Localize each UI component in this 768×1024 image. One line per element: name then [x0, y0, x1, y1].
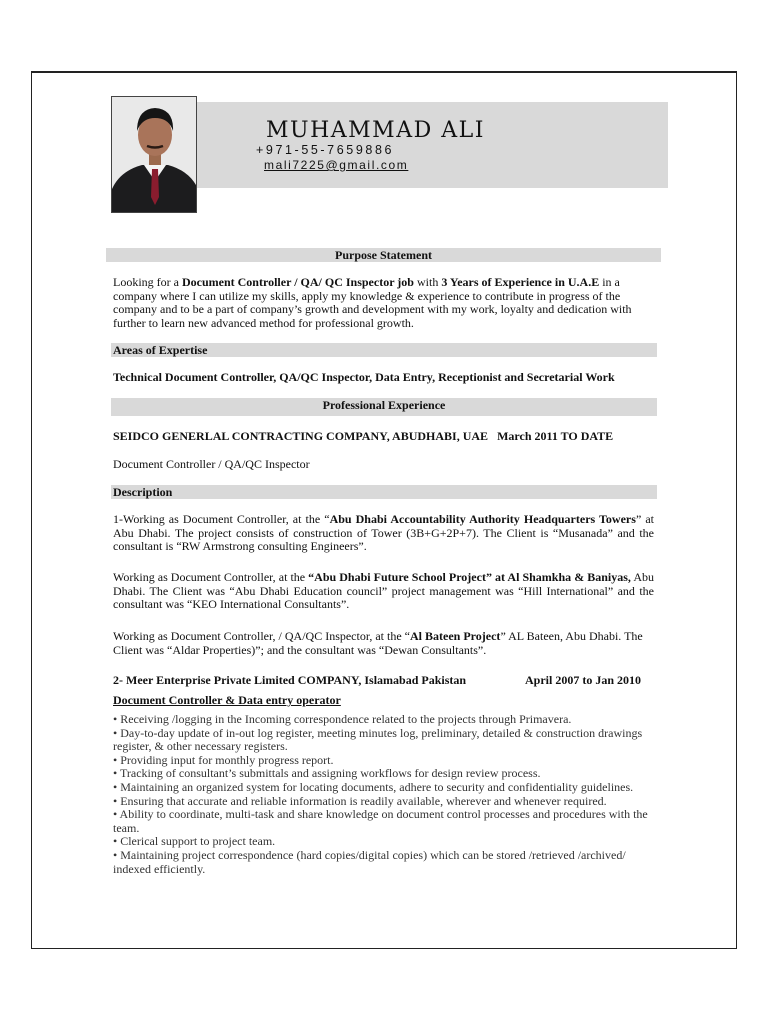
job2-dates: April 2007 to Jan 2010	[525, 673, 642, 687]
list-item: • Providing input for monthly progress report.	[113, 752, 334, 767]
job2-title: Document Controller & Data entry operator	[113, 693, 341, 707]
list-item: • Ability to coordinate, multi-task and share knowledge on document control processes and procedures with the team.	[113, 807, 648, 835]
list-item: • Maintaining project correspondence (hard copies/digital copies) which can be stored /retrieved /archived/ indexed efficiently.	[113, 847, 626, 876]
purpose-heading: Purpose Statement	[106, 248, 661, 262]
job1-project-3: Working as Document Controller, / QA/QC Inspector, at the “Al Bateen Project” AL Bateen, Abu Dhabi. The Client was “Aldar Properties)”; and the consultant was “Dewan Consultants”.	[113, 629, 643, 657]
experience-heading: Professional Experience	[111, 398, 657, 416]
description-heading: Description	[111, 485, 657, 499]
phone-number: +971-55-7659886	[256, 143, 395, 157]
list-item: • Ensuring that accurate and reliable information is readily available, wherever and whenever required.	[113, 793, 607, 808]
job1-project-1: 1-Working as Document Controller, at the “Abu Dhabi Accountability Authority Headquarters Towers” at Abu Dhabi. The project consists of construction of Tower (3B+G+2P+7). The Client is “Musanada” and the consultant is “RW Armstrong consulting Engineers”.	[113, 512, 654, 554]
person-portrait-icon	[112, 97, 197, 213]
job2-duties-list	[113, 713, 658, 876]
job1-header: SEIDCO GENERLAL CONTRACTING COMPANY, ABUDHABI, UAE March 2011 TO DATE	[113, 429, 614, 443]
expertise-heading: Areas of Expertise	[111, 343, 657, 357]
job2-company: 2- Meer Enterprise Private Limited COMPANY, Islamabad Pakistan	[113, 673, 467, 687]
expertise-text: Technical Document Controller, QA/QC Inspector, Data Entry, Receptionist and Secretarial Work	[113, 370, 615, 384]
list-item: • Clerical support to project team.	[113, 834, 276, 849]
list-item: • Tracking of consultant’s submittals and assigning workflows for design review process.	[113, 766, 541, 781]
list-item: • Day-to-day update of in-out log register, meeting minutes log, preliminary, detailed & construction drawings register, & other necessary registers.	[113, 725, 643, 754]
email-link[interactable]: mali7225@gmail.com	[264, 158, 409, 172]
purpose-text: Looking for a Document Controller / QA/ QC Inspector job with 3 Years of Experience in U.A.E in a company where I can utilize my skills, apply my knowledge & experience to contribute in progress of the company and to be a part of company’s growth and development with my work, loyalty and dedication with further to learn new advanced method for professional growth.	[113, 275, 632, 330]
list-item: • Receiving /logging in the Incoming correspondence related to the projects through Primavera.	[113, 712, 572, 726]
list-item: • Maintaining an organized system for locating documents, adhere to security and confidentiality guidelines.	[113, 779, 634, 794]
job1-project-2: Working as Document Controller, at the “Abu Dhabi Future School Project” at Al Shamkha & Baniyas, Abu Dhabi. The Client was “Abu Dhabi Education council” project management was “Hill International” and the consultant was “KEO International Consultants”.	[113, 570, 654, 612]
candidate-name: MUHAMMAD ALI	[266, 118, 485, 143]
job1-title: Document Controller / QA/QC Inspector	[113, 457, 310, 471]
profile-photo	[111, 96, 197, 213]
